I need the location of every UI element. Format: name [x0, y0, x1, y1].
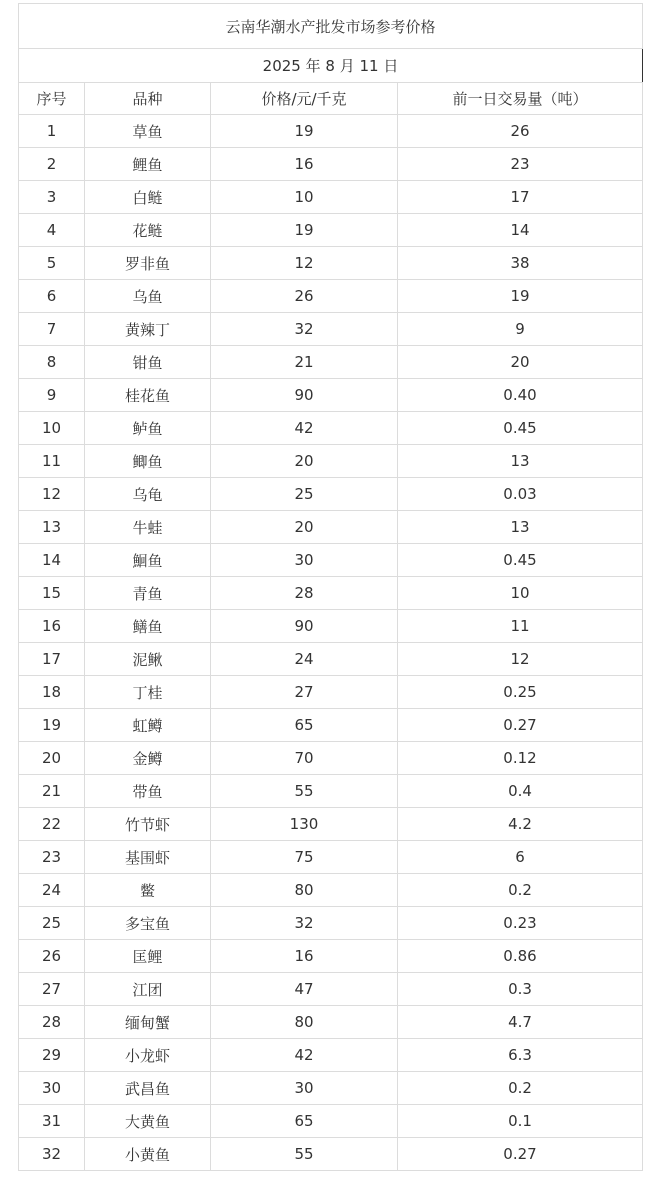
cell-price: 75 [211, 841, 398, 874]
cell-index: 28 [19, 1006, 85, 1039]
cell-index: 4 [19, 214, 85, 247]
header-row [19, 83, 643, 115]
cell-price: 80 [211, 1006, 398, 1039]
cell-index: 3 [19, 181, 85, 214]
cell-index: 14 [19, 544, 85, 577]
cell-volume: 0.12 [398, 742, 643, 775]
table-row [19, 610, 643, 643]
cell-variety: 牛蛙 [85, 511, 211, 544]
cell-variety: 武昌鱼 [85, 1072, 211, 1105]
cell-volume: 4.2 [398, 808, 643, 841]
cell-variety: 鳖 [85, 874, 211, 907]
price-table-container [18, 3, 642, 1171]
cell-volume: 13 [398, 445, 643, 478]
cell-variety: 匡鲤 [85, 940, 211, 973]
table-title: 云南华潮水产批发市场参考价格 [19, 4, 643, 49]
cell-price: 10 [211, 181, 398, 214]
table-row [19, 1072, 643, 1105]
table-row [19, 841, 643, 874]
table-row [19, 247, 643, 280]
table-row [19, 940, 643, 973]
table-row [19, 676, 643, 709]
cell-price: 16 [211, 148, 398, 181]
cell-volume: 0.45 [398, 544, 643, 577]
table-row [19, 808, 643, 841]
cell-price: 24 [211, 643, 398, 676]
title-row [19, 4, 643, 49]
header-price: 价格/元/千克 [211, 83, 398, 115]
table-row [19, 214, 643, 247]
table-row [19, 511, 643, 544]
cell-index: 24 [19, 874, 85, 907]
cell-price: 90 [211, 610, 398, 643]
cell-index: 19 [19, 709, 85, 742]
cell-variety: 鲤鱼 [85, 148, 211, 181]
cell-index: 16 [19, 610, 85, 643]
table-row [19, 148, 643, 181]
cell-variety: 虹鳟 [85, 709, 211, 742]
cell-index: 31 [19, 1105, 85, 1138]
cell-index: 22 [19, 808, 85, 841]
cell-volume: 9 [398, 313, 643, 346]
cell-price: 28 [211, 577, 398, 610]
cell-volume: 11 [398, 610, 643, 643]
cell-index: 6 [19, 280, 85, 313]
cell-price: 25 [211, 478, 398, 511]
table-row [19, 709, 643, 742]
cell-variety: 鲈鱼 [85, 412, 211, 445]
cell-price: 55 [211, 1138, 398, 1171]
cell-price: 26 [211, 280, 398, 313]
cell-volume: 0.45 [398, 412, 643, 445]
cell-variety: 小黄鱼 [85, 1138, 211, 1171]
cell-volume: 0.23 [398, 907, 643, 940]
table-row [19, 577, 643, 610]
cell-index: 17 [19, 643, 85, 676]
cell-index: 5 [19, 247, 85, 280]
cell-variety: 鲫鱼 [85, 445, 211, 478]
cell-variety: 花鲢 [85, 214, 211, 247]
cell-index: 23 [19, 841, 85, 874]
cell-price: 27 [211, 676, 398, 709]
cell-variety: 竹节虾 [85, 808, 211, 841]
cell-price: 12 [211, 247, 398, 280]
cell-volume: 19 [398, 280, 643, 313]
cell-price: 30 [211, 1072, 398, 1105]
cell-variety: 金鳟 [85, 742, 211, 775]
cell-volume: 4.7 [398, 1006, 643, 1039]
cell-index: 25 [19, 907, 85, 940]
table-row [19, 1138, 643, 1171]
cell-price: 19 [211, 115, 398, 148]
table-row [19, 115, 643, 148]
cell-index: 26 [19, 940, 85, 973]
cell-index: 18 [19, 676, 85, 709]
cell-volume: 14 [398, 214, 643, 247]
cell-volume: 0.2 [398, 874, 643, 907]
cell-volume: 10 [398, 577, 643, 610]
cell-index: 11 [19, 445, 85, 478]
cell-volume: 23 [398, 148, 643, 181]
cell-variety: 乌鱼 [85, 280, 211, 313]
price-table [18, 3, 643, 1171]
cell-variety: 大黄鱼 [85, 1105, 211, 1138]
table-row [19, 1039, 643, 1072]
cell-volume: 6 [398, 841, 643, 874]
cell-price: 16 [211, 940, 398, 973]
cell-volume: 0.1 [398, 1105, 643, 1138]
cell-index: 15 [19, 577, 85, 610]
table-row [19, 973, 643, 1006]
cell-volume: 0.3 [398, 973, 643, 1006]
table-row [19, 181, 643, 214]
cell-variety: 基围虾 [85, 841, 211, 874]
table-row [19, 742, 643, 775]
cell-variety: 桂花鱼 [85, 379, 211, 412]
cell-index: 2 [19, 148, 85, 181]
table-body [19, 115, 643, 1171]
cell-volume: 0.40 [398, 379, 643, 412]
cell-price: 47 [211, 973, 398, 1006]
cell-price: 20 [211, 511, 398, 544]
table-row [19, 775, 643, 808]
cell-volume: 26 [398, 115, 643, 148]
cell-index: 30 [19, 1072, 85, 1105]
table-row [19, 874, 643, 907]
table-row [19, 445, 643, 478]
cell-price: 80 [211, 874, 398, 907]
cell-index: 7 [19, 313, 85, 346]
table-row [19, 379, 643, 412]
cell-variety: 江团 [85, 973, 211, 1006]
cell-volume: 0.27 [398, 1138, 643, 1171]
cell-price: 20 [211, 445, 398, 478]
cell-price: 32 [211, 907, 398, 940]
date-row [19, 49, 643, 83]
cell-volume: 0.4 [398, 775, 643, 808]
cell-price: 70 [211, 742, 398, 775]
cell-price: 42 [211, 1039, 398, 1072]
cell-volume: 13 [398, 511, 643, 544]
cell-variety: 缅甸蟹 [85, 1006, 211, 1039]
cell-price: 19 [211, 214, 398, 247]
table-date: 2025 年 8 月 11 日 [19, 49, 643, 83]
cell-variety: 多宝鱼 [85, 907, 211, 940]
table-row [19, 313, 643, 346]
cell-variety: 钳鱼 [85, 346, 211, 379]
cell-variety: 白鲢 [85, 181, 211, 214]
cell-volume: 17 [398, 181, 643, 214]
cell-index: 32 [19, 1138, 85, 1171]
cell-price: 42 [211, 412, 398, 445]
cell-index: 20 [19, 742, 85, 775]
cell-variety: 带鱼 [85, 775, 211, 808]
cell-variety: 黄辣丁 [85, 313, 211, 346]
header-index: 序号 [19, 83, 85, 115]
header-volume: 前一日交易量（吨） [398, 83, 643, 115]
cell-price: 130 [211, 808, 398, 841]
cell-variety: 罗非鱼 [85, 247, 211, 280]
cell-volume: 0.27 [398, 709, 643, 742]
cell-variety: 丁桂 [85, 676, 211, 709]
cell-volume: 12 [398, 643, 643, 676]
cell-price: 65 [211, 1105, 398, 1138]
table-row [19, 643, 643, 676]
cell-index: 9 [19, 379, 85, 412]
cell-variety: 鮰鱼 [85, 544, 211, 577]
cell-price: 65 [211, 709, 398, 742]
cell-variety: 乌龟 [85, 478, 211, 511]
table-row [19, 346, 643, 379]
cell-index: 13 [19, 511, 85, 544]
cell-volume: 38 [398, 247, 643, 280]
cell-index: 8 [19, 346, 85, 379]
cell-volume: 6.3 [398, 1039, 643, 1072]
cell-volume: 0.2 [398, 1072, 643, 1105]
cell-volume: 0.03 [398, 478, 643, 511]
cell-index: 27 [19, 973, 85, 1006]
cell-price: 21 [211, 346, 398, 379]
cell-index: 12 [19, 478, 85, 511]
table-row [19, 280, 643, 313]
cell-volume: 20 [398, 346, 643, 379]
cell-index: 1 [19, 115, 85, 148]
cell-variety: 草鱼 [85, 115, 211, 148]
table-row [19, 412, 643, 445]
cell-index: 21 [19, 775, 85, 808]
table-row [19, 1105, 643, 1138]
cell-variety: 小龙虾 [85, 1039, 211, 1072]
table-row [19, 907, 643, 940]
cell-price: 30 [211, 544, 398, 577]
table-row [19, 544, 643, 577]
table-row [19, 1006, 643, 1039]
cell-index: 29 [19, 1039, 85, 1072]
cell-variety: 青鱼 [85, 577, 211, 610]
cell-volume: 0.25 [398, 676, 643, 709]
cell-volume: 0.86 [398, 940, 643, 973]
cell-price: 55 [211, 775, 398, 808]
header-variety: 品种 [85, 83, 211, 115]
cell-variety: 鳝鱼 [85, 610, 211, 643]
cell-variety: 泥鳅 [85, 643, 211, 676]
cell-index: 10 [19, 412, 85, 445]
cell-price: 90 [211, 379, 398, 412]
cell-price: 32 [211, 313, 398, 346]
table-row [19, 478, 643, 511]
